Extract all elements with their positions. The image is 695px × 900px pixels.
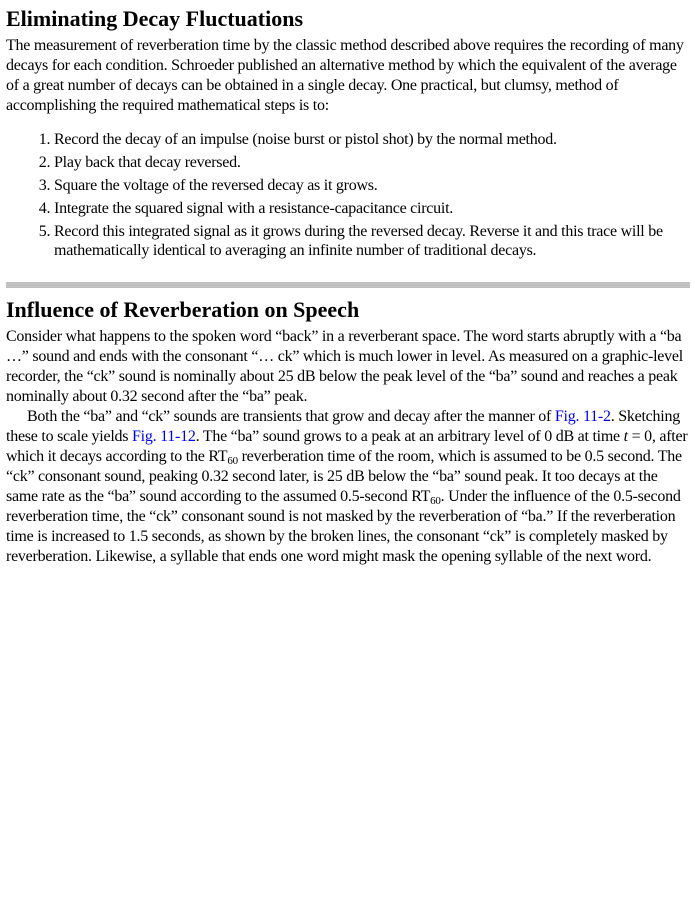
section-heading-eliminating-decay: Eliminating Decay Fluctuations	[6, 6, 304, 31]
speech-paragraph-2	[6, 407, 690, 567]
fig-11-12-link[interactable]: Fig. 11-12	[132, 428, 196, 445]
list-item: 3. Square the voltage of the reversed decay as it grows.	[54, 176, 690, 195]
fig-11-2-link[interactable]: Fig. 11-2	[554, 408, 611, 425]
paragraph-text: . Sketching these to scale yields	[6, 408, 680, 445]
steps-list	[6, 130, 690, 260]
intro-paragraph: The measurement of reverberation time by the classic method described above requires the recording of many decays for each condition. Schroeder published an alternative method by which the equivalent of the average of a great number of decays can be obtained in a single decay. One practical, but clumsy, method of accomplishing the required mathematical steps is to:	[6, 37, 684, 114]
paragraph-text: . Under the influence of the 0.5-second reverberation time, the “ck” consonant sound is not masked by the reverberation of “ba.” If the reverberation time is increased to 1.5 seconds, as shown by the broken lines, the consonant “ck” is completely masked by reverberation. Likewise, a syllable that ends one word might mask the opening syllable of the next word.	[6, 488, 681, 565]
time-variable: t	[623, 428, 628, 445]
speech-paragraph-1: Consider what happens to the spoken word “back” in a reverberant space. The word starts abruptly with a “ba …” sound and ends with the consonant “… ck” which is much lower in level. As measured on a graphic-level recorder, the “ck” sound is nominally about 25 dB below the peak level of the “ba” sound and reaches a peak nominally about 0.32 second after the “ba” peak.	[6, 328, 683, 405]
paragraph-text: . The “ba” sound grows to a peak at an arbitrary level of 0 dB at time	[195, 428, 624, 445]
list-item: 4. Integrate the squared signal with a resistance-capacitance circuit.	[54, 199, 690, 218]
paragraph-text: Both the “ba” and “ck” sounds are transients that grow and decay after the manner of	[27, 408, 555, 425]
document-content	[6, 6, 690, 567]
rt60-subscript: 60	[227, 455, 238, 467]
paragraph-text: reverberation time of the room, which is assumed to be 0.5 second. The “ck” consonant sound, peaking 0.32 second later, is 25 dB below the “ba” sound peak. It too decays at the same rate as the “ba” sound according to the assumed 0.5-second RT	[6, 448, 682, 505]
paragraph-text: = 0, after which it decays according to the RT	[6, 428, 688, 465]
list-item: 5. Record this integrated signal as it grows during the reversed decay. Reverse it and this trace will be mathematically identical to averaging an infinite number of traditional decays.	[54, 222, 690, 260]
list-item: 2. Play back that decay reversed.	[54, 153, 690, 172]
section-heading-reverberation-speech: Influence of Reverberation on Speech	[6, 297, 360, 322]
rt60-subscript: 60	[430, 495, 441, 507]
list-item: 1. Record the decay of an impulse (noise burst or pistol shot) by the normal method.	[54, 130, 690, 149]
section-divider	[6, 282, 690, 288]
